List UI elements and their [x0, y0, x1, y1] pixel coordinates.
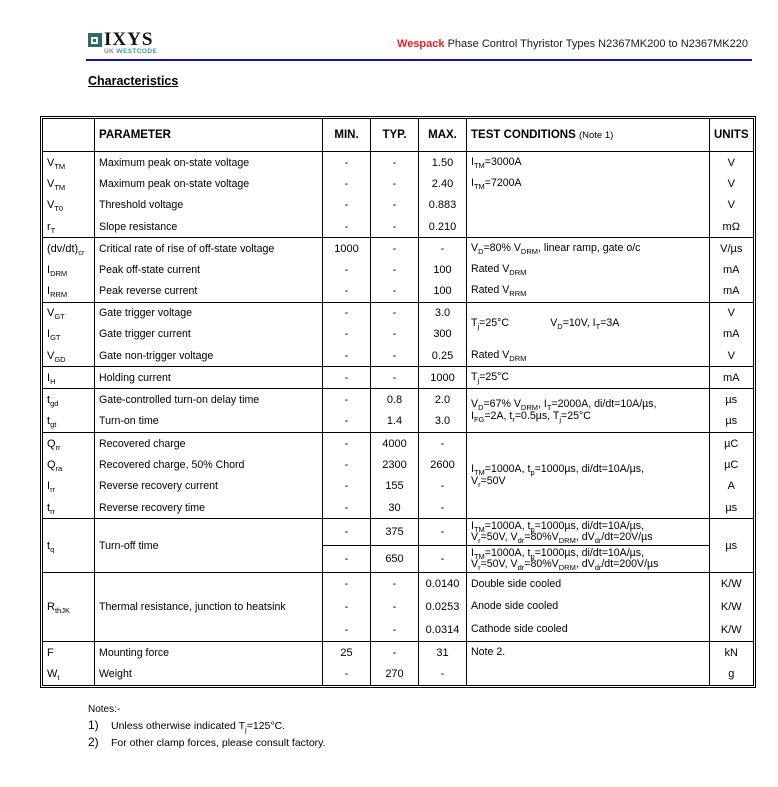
symbol-cell: $Q_{rr}$ — [43, 433, 95, 455]
parameter-cell: Peak reverse current — [95, 281, 323, 303]
parameter-cell: Slope resistance — [95, 216, 323, 238]
ixys-logo-top — [88, 29, 157, 50]
parameter-cell: Gate non-trigger voltage — [95, 345, 323, 367]
header-parameter: PARAMETER — [95, 119, 323, 152]
sub-brand-uk: UK — [104, 48, 115, 55]
typ-value-cell: 375 — [371, 519, 419, 546]
units-cell: K/W — [710, 573, 754, 596]
symbol-cell: $I_{RRM}$ — [43, 281, 95, 303]
table-header — [43, 119, 754, 152]
doc-title — [397, 38, 748, 50]
table-row — [43, 433, 754, 455]
table-group-3 — [43, 302, 754, 367]
units-cell: µC — [710, 454, 754, 476]
symbol-cell: $V_{TM}$ — [43, 173, 95, 195]
table-group-7 — [43, 519, 754, 573]
test-conditions-cell: $T_j=25^\circ C$ $V_D=10V$, $I_T=3A$ — [467, 302, 710, 345]
parameter-cell: Reverse recovery current — [95, 476, 323, 498]
min-value-cell: - — [323, 367, 371, 389]
characteristics-table — [40, 116, 756, 688]
symbol-cell: $V_{T0}$ — [43, 195, 95, 217]
symbol-cell: $I_{rr}$ — [43, 476, 95, 498]
typ-value-cell: 30 — [371, 497, 419, 519]
typ-value-cell: - — [371, 302, 419, 324]
parameter-cell: Critical rate of rise of off-state voltage — [95, 238, 323, 260]
max-value-cell: 1000 — [419, 367, 467, 389]
min-value-cell: - — [323, 152, 371, 174]
typ-value-cell: 650 — [371, 546, 419, 573]
max-value-cell: 0.210 — [419, 216, 467, 238]
max-value-cell: 3.0 — [419, 411, 467, 433]
units-cell: mA — [710, 324, 754, 346]
note-item — [88, 735, 326, 749]
test-conditions-cell: $I_{TM}=3000A$ — [467, 152, 710, 174]
typ-value-cell: - — [371, 281, 419, 303]
header-rule — [86, 59, 752, 61]
max-value-cell: 0.0314 — [419, 619, 467, 642]
table-group-5 — [43, 389, 754, 433]
symbol-cell: $t_{gt}$ — [43, 411, 95, 433]
typ-value-cell: - — [371, 619, 419, 642]
typ-value-cell: 4000 — [371, 433, 419, 455]
test-conditions-cell: $I_{TM}=1000A$, $t_p=1000\mu s$, di/dt=10A/µs, $V_r=50V$, $V_{dr}=80\%V_{DRM}$, $dV_{dr}/dt=20V/\mu s$ — [467, 519, 710, 546]
max-value-cell: - — [419, 497, 467, 519]
max-value-cell: 0.25 — [419, 345, 467, 367]
typ-value-cell: - — [371, 367, 419, 389]
test-conditions-cell: Rated $V_{DRM}$ — [467, 259, 710, 281]
units-cell: V — [710, 173, 754, 195]
units-cell: V — [710, 195, 754, 217]
min-value-cell: - — [323, 324, 371, 346]
units-cell: µs — [710, 519, 754, 573]
table-row — [43, 302, 754, 324]
typ-value-cell: - — [371, 259, 419, 281]
max-value-cell: 2.40 — [419, 173, 467, 195]
units-cell: µs — [710, 389, 754, 411]
table-row — [43, 389, 754, 411]
min-value-cell: - — [323, 216, 371, 238]
min-value-cell: - — [323, 302, 371, 324]
units-cell: mΩ — [710, 216, 754, 238]
max-value-cell: 100 — [419, 281, 467, 303]
typ-value-cell: 1.4 — [371, 411, 419, 433]
parameter-cell: Maximum peak on-state voltage — [95, 173, 323, 195]
typ-value-cell: - — [371, 573, 419, 596]
units-cell: V — [710, 152, 754, 174]
header-min: MIN. — [323, 119, 371, 152]
table-row — [43, 238, 754, 260]
table-row — [43, 216, 754, 238]
header-units: UNITS — [710, 119, 754, 152]
ixys-logo — [88, 29, 158, 55]
max-value-cell: - — [419, 238, 467, 260]
max-value-cell: - — [419, 664, 467, 686]
symbol-cell: $I_H$ — [43, 367, 95, 389]
table-row — [43, 642, 754, 664]
typ-value-cell: - — [371, 596, 419, 619]
parameter-cell: Weight — [95, 664, 323, 686]
typ-value-cell: - — [371, 345, 419, 367]
section-title: Characteristics — [88, 74, 179, 88]
test-conditions-cell: $I_{TM}=7200A$ — [467, 173, 710, 195]
table-row — [43, 367, 754, 389]
min-value-cell: - — [323, 345, 371, 367]
note-item — [88, 718, 326, 735]
symbol-cell: $V_{TM}$ — [43, 152, 95, 174]
units-cell: µC — [710, 433, 754, 455]
typ-value-cell: - — [371, 216, 419, 238]
typ-value-cell: - — [371, 173, 419, 195]
test-conditions-cell: Rated $V_{RRM}$ — [467, 281, 710, 303]
typ-value-cell: 270 — [371, 664, 419, 686]
min-value-cell: - — [323, 664, 371, 686]
parameter-cell: Holding current — [95, 367, 323, 389]
min-value-cell: - — [323, 173, 371, 195]
header-typ: TYP. — [371, 119, 419, 152]
symbol-cell: $r_T$ — [43, 216, 95, 238]
table-row — [43, 259, 754, 281]
units-cell: A — [710, 476, 754, 498]
min-value-cell: - — [323, 433, 371, 455]
table-group-6 — [43, 433, 754, 519]
symbol-cell: $I_{DRM}$ — [43, 259, 95, 281]
parameter-cell: Thermal resistance, junction to heatsink — [95, 573, 323, 642]
units-cell: V — [710, 302, 754, 324]
max-value-cell: 0.883 — [419, 195, 467, 217]
table-group-2 — [43, 238, 754, 303]
header-symbol — [43, 119, 95, 152]
max-value-cell: 300 — [419, 324, 467, 346]
min-value-cell: - — [323, 497, 371, 519]
min-value-cell: - — [323, 411, 371, 433]
units-cell: µs — [710, 497, 754, 519]
min-value-cell: 25 — [323, 642, 371, 664]
symbol-cell: $t_q$ — [43, 519, 95, 573]
table-group-1 — [43, 152, 754, 238]
test-conditions-cell: $I_{TM}=1000A$, $t_p=1000\mu s$, di/dt=10A/µs, $V_r=50V$ — [467, 433, 710, 519]
ixys-logo-icon-inner-square — [91, 37, 98, 44]
typ-value-cell: - — [371, 642, 419, 664]
parameter-cell: Threshold voltage — [95, 195, 323, 217]
header-test-conditions-label: TEST CONDITIONS — [471, 129, 576, 141]
min-value-cell: - — [323, 546, 371, 573]
symbol-cell: $(dv/dt)_{cr}$ — [43, 238, 95, 260]
typ-value-cell: - — [371, 238, 419, 260]
note-number: 1) — [88, 718, 99, 732]
symbol-cell: $t_{rr}$ — [43, 497, 95, 519]
notes-section — [88, 704, 326, 752]
symbol-cell: $R_{thJK}$ — [43, 573, 95, 642]
symbol-cell: $V_{GT}$ — [43, 302, 95, 324]
units-cell: mA — [710, 259, 754, 281]
min-value-cell: - — [323, 389, 371, 411]
units-cell: µs — [710, 411, 754, 433]
max-value-cell: 31 — [419, 642, 467, 664]
test-conditions-cell — [467, 664, 710, 686]
min-value-cell: - — [323, 281, 371, 303]
parameter-cell: Reverse recovery time — [95, 497, 323, 519]
table-row — [43, 345, 754, 367]
table-row — [43, 173, 754, 195]
max-value-cell: 2.0 — [419, 389, 467, 411]
test-conditions-cell: $V_D=67\%$ $V_{DRM}$, $I_T=2000A$, di/dt=10A/µs, $I_{FG}=2A$, $t_r=0.5\mu s$, $T_j=25^\circ C$ — [467, 389, 710, 433]
test-conditions-cell: Rated $V_{DRM}$ — [467, 345, 710, 367]
ixys-logo-icon — [88, 33, 102, 47]
notes-title: Notes:- — [88, 704, 121, 715]
parameter-cell: Mounting force — [95, 642, 323, 664]
max-value-cell: 100 — [419, 259, 467, 281]
parameter-cell: Gate trigger voltage — [95, 302, 323, 324]
units-cell: g — [710, 664, 754, 686]
max-value-cell: - — [419, 433, 467, 455]
test-conditions-cell: $I_{TM}=1000A$, $t_p=1000\mu s$, di/dt=10A/µs, $V_r=50V$, $V_{dr}=80\%V_{DRM}$, $dV_{dr}/dt=200V/\mu s$ — [467, 546, 710, 573]
min-value-cell: - — [323, 596, 371, 619]
title-text: Phase Control Thyristor Types N2367MK200 to N2367MK220 — [444, 38, 748, 50]
note-text: For other clamp forces, please consult factory. — [111, 737, 326, 749]
table-header-row — [43, 119, 754, 152]
note-text: Unless otherwise indicated $T_j=125^\circ C$. — [111, 720, 286, 735]
header-max: MAX. — [419, 119, 467, 152]
table-group-8 — [43, 573, 754, 642]
table-row — [43, 573, 754, 596]
parameter-cell: Turn-on time — [95, 411, 323, 433]
min-value-cell: - — [323, 259, 371, 281]
units-cell: V — [710, 345, 754, 367]
ixys-brand-text: IXYS — [104, 29, 154, 50]
min-value-cell: 1000 — [323, 238, 371, 260]
test-conditions-cell: Note 2. — [467, 642, 710, 664]
max-value-cell: 0.0253 — [419, 596, 467, 619]
table-row — [43, 152, 754, 174]
parameter-cell: Peak off-state current — [95, 259, 323, 281]
symbol-cell: $I_{GT}$ — [43, 324, 95, 346]
test-conditions-cell: $T_j=25^\circ C$ — [467, 367, 710, 389]
test-conditions-cell: $V_D=80\%$ $V_{DRM}$, linear ramp, gate o/c — [467, 238, 710, 260]
test-conditions-cell — [467, 216, 710, 238]
units-cell: mA — [710, 281, 754, 303]
table-group-4 — [43, 367, 754, 389]
characteristics-table-grid — [42, 118, 754, 686]
symbol-cell: $W_t$ — [43, 664, 95, 686]
typ-value-cell: - — [371, 324, 419, 346]
table-row — [43, 664, 754, 686]
table-group-9 — [43, 642, 754, 686]
test-conditions-cell: Anode side cooled — [467, 596, 710, 619]
typ-value-cell: - — [371, 152, 419, 174]
parameter-cell: Turn-off time — [95, 519, 323, 573]
symbol-cell: $Q_{ra}$ — [43, 454, 95, 476]
max-value-cell: 3.0 — [419, 302, 467, 324]
units-cell: V/µs — [710, 238, 754, 260]
table-row — [43, 281, 754, 303]
max-value-cell: 2600 — [419, 454, 467, 476]
max-value-cell: 0.0140 — [419, 573, 467, 596]
typ-value-cell: - — [371, 195, 419, 217]
title-brand-wespack: Wespack — [397, 38, 445, 50]
units-cell: K/W — [710, 596, 754, 619]
parameter-cell: Gate trigger current — [95, 324, 323, 346]
symbol-cell: $V_{GD}$ — [43, 345, 95, 367]
symbol-cell: F — [43, 642, 95, 664]
table-row — [43, 519, 754, 546]
units-cell: K/W — [710, 619, 754, 642]
max-value-cell: - — [419, 546, 467, 573]
note-number: 2) — [88, 735, 99, 749]
header-test-conditions — [467, 119, 710, 152]
typ-value-cell: 2300 — [371, 454, 419, 476]
parameter-cell: Recovered charge — [95, 433, 323, 455]
max-value-cell: - — [419, 476, 467, 498]
typ-value-cell: 0.8 — [371, 389, 419, 411]
test-conditions-cell: Cathode side cooled — [467, 619, 710, 642]
header-test-conditions-note: (Note 1) — [578, 130, 614, 141]
parameter-cell: Recovered charge, 50% Chord — [95, 454, 323, 476]
min-value-cell: - — [323, 519, 371, 546]
max-value-cell: 1.50 — [419, 152, 467, 174]
parameter-cell: Maximum peak on-state voltage — [95, 152, 323, 174]
test-conditions-cell — [467, 195, 710, 217]
min-value-cell: - — [323, 454, 371, 476]
parameter-cell: Gate-controlled turn-on delay time — [95, 389, 323, 411]
units-cell: mA — [710, 367, 754, 389]
ixys-sub-brand-text — [104, 48, 157, 55]
min-value-cell: - — [323, 476, 371, 498]
units-cell: kN — [710, 642, 754, 664]
table-row — [43, 195, 754, 217]
max-value-cell: - — [419, 519, 467, 546]
min-value-cell: - — [323, 573, 371, 596]
typ-value-cell: 155 — [371, 476, 419, 498]
min-value-cell: - — [323, 619, 371, 642]
sub-brand-westcode: WESTCODE — [116, 48, 158, 55]
test-conditions-cell: Double side cooled — [467, 573, 710, 596]
min-value-cell: - — [323, 195, 371, 217]
symbol-cell: $t_{gd}$ — [43, 389, 95, 411]
